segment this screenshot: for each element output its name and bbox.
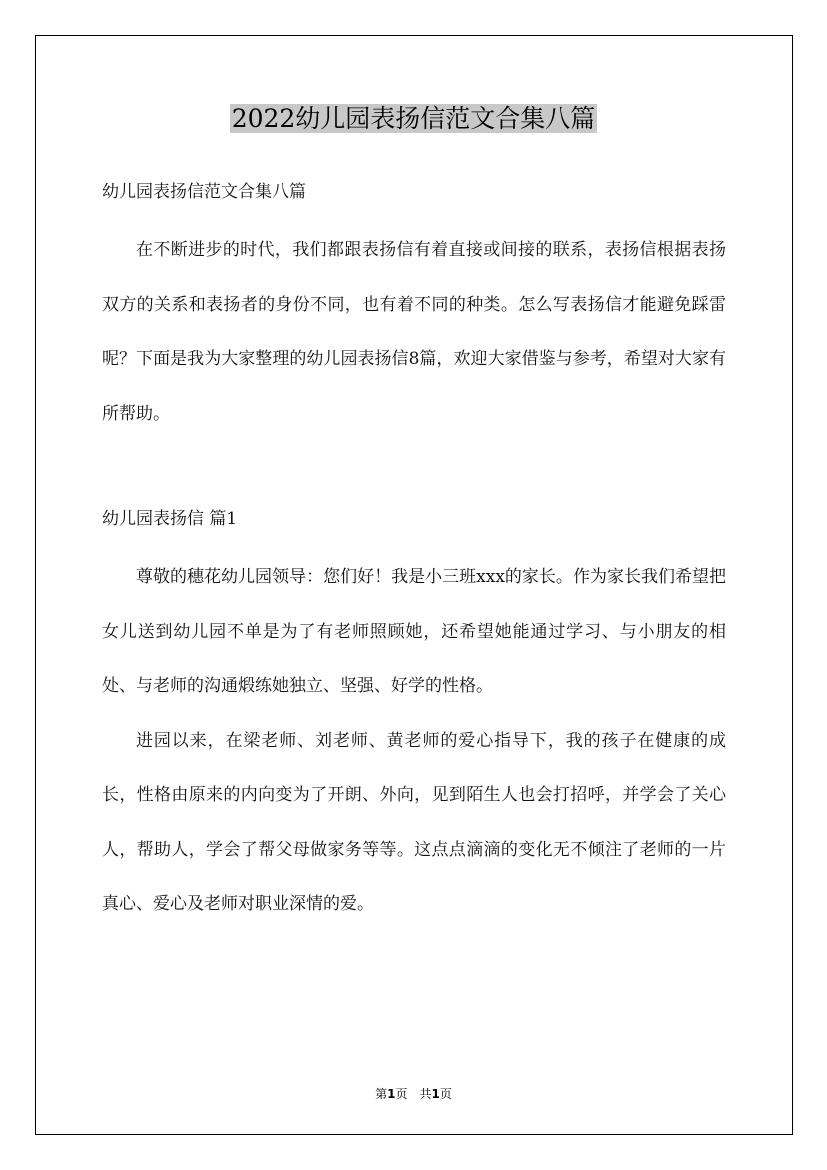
footer-page-mid: 页 共 [395, 1087, 432, 1101]
section-1-paragraph-1: 尊敬的穗花幼儿园领导：您们好！我是小三班xxx的家长。作为家长我们希望把女儿送到幼儿园不单是为了有老师照顾她，还希望她能通过学习、与小朋友的相处、与老师的沟通煅练她独立、坚强、好学的性格。 [102, 567, 726, 696]
document-body [102, 180, 726, 441]
document-title [0, 100, 827, 138]
intro-paragraph: 在不断进步的时代，我们都跟表扬信有着直接或间接的联系，表扬信根据表扬双方的关系和表扬者的身份不同，也有着不同的种类。怎么写表扬信才能避免踩雷呢？下面是我为大家整理的幼儿园表扬信8篇，欢迎大家借鉴与参考，希望对大家有所帮助。 [102, 240, 726, 424]
footer-page-prefix: 第 [375, 1087, 388, 1101]
footer-page-total: 1 [431, 1087, 440, 1101]
section-1-paragraph-2: 进园以来，在梁老师、刘老师、黄老师的爱心指导下，我的孩子在健康的成长，性格由原来的内向变为了开朗、外向，见到陌生人也会打招呼，并学会了关心人，帮助人，学会了帮父母做家务等等。这点点滴滴的变化无不倾注了老师的一片真心、爱心及老师对职业深情的爱。 [102, 730, 726, 914]
section-1-heading: 幼儿园表扬信 篇1 [102, 509, 238, 529]
page-footer [0, 1085, 827, 1102]
document-title-text: 2022幼儿园表扬信范文合集八篇 [231, 104, 596, 133]
document-subtitle: 幼儿园表扬信范文合集八篇 [102, 182, 306, 202]
footer-page-suffix: 页 [439, 1087, 452, 1101]
section-1 [102, 507, 726, 932]
footer-page-current: 1 [387, 1087, 396, 1101]
